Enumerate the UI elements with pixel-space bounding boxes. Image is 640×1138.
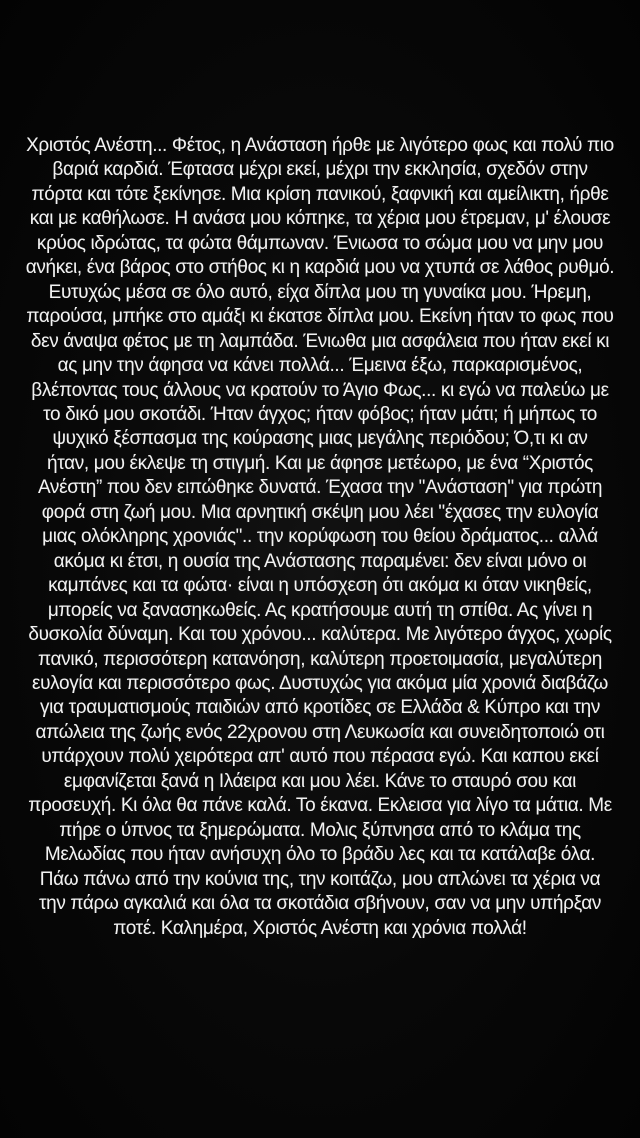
- story-line: πόρτα και τότε ξεκίνησε. Μια κρίση πανικού, ξαφνική και αμείλικτη, ήρθε: [31, 183, 609, 205]
- story-line: ποτέ. Καλημέρα, Χριστός Ανέστη και χρόνια πολλά!: [113, 917, 527, 939]
- story-line: μιας ολόκληρης χρονιάς".. την κορύφωση του θείου δράματος... αλλά: [42, 526, 598, 548]
- story-line: κρύος ιδρώτας, τα φώτα θάμπωναν. Ένιωσα το σώμα μου να μην μου: [36, 232, 604, 254]
- story-line: ήταν, μου έκλεψε τη στιγμή. Και με άφησε μετέωρο, με ένα “Χριστός: [47, 452, 593, 474]
- story-line: ευλογία και περισσότερο φως. Δυστυχώς για ακόμα μία χρονιά διαβάζω: [32, 672, 608, 694]
- story-text-block: [18, 134, 622, 941]
- story-line: απώλεια της ζωής ενός 22χρονου στη Λευκωσία και συνειδητοποιώ οτι: [35, 721, 605, 743]
- story-line: βαριά καρδιά. Έφτασα μέχρι εκεί, μέχρι την εκκλησία, σχεδόν στην: [52, 159, 588, 181]
- story-line: προσευχή. Κι όλα θα πάνε καλά. Το έκανα. Εκλεισα για λίγο τα μάτια. Με: [28, 795, 612, 817]
- story-line: ανήκει, ένα βάρος στο στήθος κι η καρδιά μου να χτυπά σε λάθος ρυθμό.: [25, 257, 615, 279]
- story-line: μπορείς να ξανασηκωθείς. Ας κρατήσουμε αυτή τη σπίθα. Ας γίνει η: [47, 599, 593, 621]
- story-line: και με καθήλωσε. Η ανάσα μου κόπηκε, τα χέρια μου έτρεμαν, μ' έλουσε: [29, 208, 611, 230]
- story-line: το δικό μου σκοτάδι. Ήταν άγχος; ήταν φόβος; ήταν μάτι; ή μήπως το: [43, 403, 597, 425]
- story-line: εμφανίζεται ξανά η Ιλάειρα και μου λέει. Κάνε το σταυρό σου και: [63, 770, 577, 792]
- story-line: φορά στη ζωή μου. Μια αρνητική σκέψη μου λέει "έχασες την ευλογία: [41, 501, 599, 523]
- story-line: ας μην την άφησα να κάνει πολλά... Έμεινα έξω, παρκαρισμένος,: [57, 355, 583, 377]
- story-line: Πάω πάνω από την κούνια της, την κοιτάζω, μου απλώνει τα χέρια να: [39, 868, 601, 890]
- story-line: ακόμα κι έτσι, η ουσία της Ανάστασης παραμένει: δεν είναι μόνο οι: [53, 550, 587, 572]
- story-line: Χριστός Ανέστη... Φέτος, η Ανάσταση ήρθε με λιγότερο φως και πολύ πιο: [26, 135, 614, 156]
- story-line: καμπάνες και τα φώτα· είναι η υπόσχεση ότι ακόμα κι όταν νικηθείς,: [48, 575, 592, 597]
- story-line: ψυχικό ξέσπασμα της κούρασης μιας μεγάλης περιόδου; Ό,τι κι αν: [52, 428, 588, 450]
- story-line: δεν άναψα φέτος με τη λαμπάδα. Ένιωθα μια ασφάλεια που ήταν εκεί κι: [30, 330, 610, 352]
- story-line: πήρε ο ύπνος τα ξημερώματα. Μολις ξύπνησα από το κλάμα της: [59, 819, 581, 841]
- story-line: πανικό, περισσότερη κατανόηση, καλύτερη προετοιμασία, μεγαλύτερη: [38, 648, 602, 670]
- story-line: υπάρχουν πολύ χειρότερα απ' αυτό που πέρασα εγώ. Και καπου εκεί: [41, 746, 599, 768]
- story-line: βλέποντας τους άλλους να κρατούν το Άγιο Φως... κι εγώ να παλεύω με: [31, 379, 609, 401]
- story-line: την πάρω αγκαλιά και όλα τα σκοτάδια σβήνουν, σαν να μην υπήρξαν: [38, 893, 602, 915]
- story-line: Ανέστη” που δεν ειπώθηκε δυνατά. Έχασα την "Ανάσταση" για πρώτη: [37, 477, 603, 499]
- story-line: παρούσα, μπήκε στο αμάξι κι έκατσε δίπλα μου. Εκείνη ήταν το φως που: [26, 306, 614, 328]
- story-line: για τραυματισμούς παιδιών από κροτίδες σε Ελλάδα & Κύπρο και την: [40, 697, 600, 719]
- story-line: δυσκολία δύναμη. Και του χρόνου... καλύτερα. Με λιγότερο άγχος, χωρίς: [28, 624, 612, 646]
- story-line: Ευτυχώς μέσα σε όλο αυτό, είχα δίπλα μου τη γυναίκα μου. Ήρεμη,: [48, 281, 592, 303]
- story-line: Μελωδίας που ήταν ανήσυχη όλο το βράδυ λες και τα κατάλαβε όλα.: [44, 844, 596, 866]
